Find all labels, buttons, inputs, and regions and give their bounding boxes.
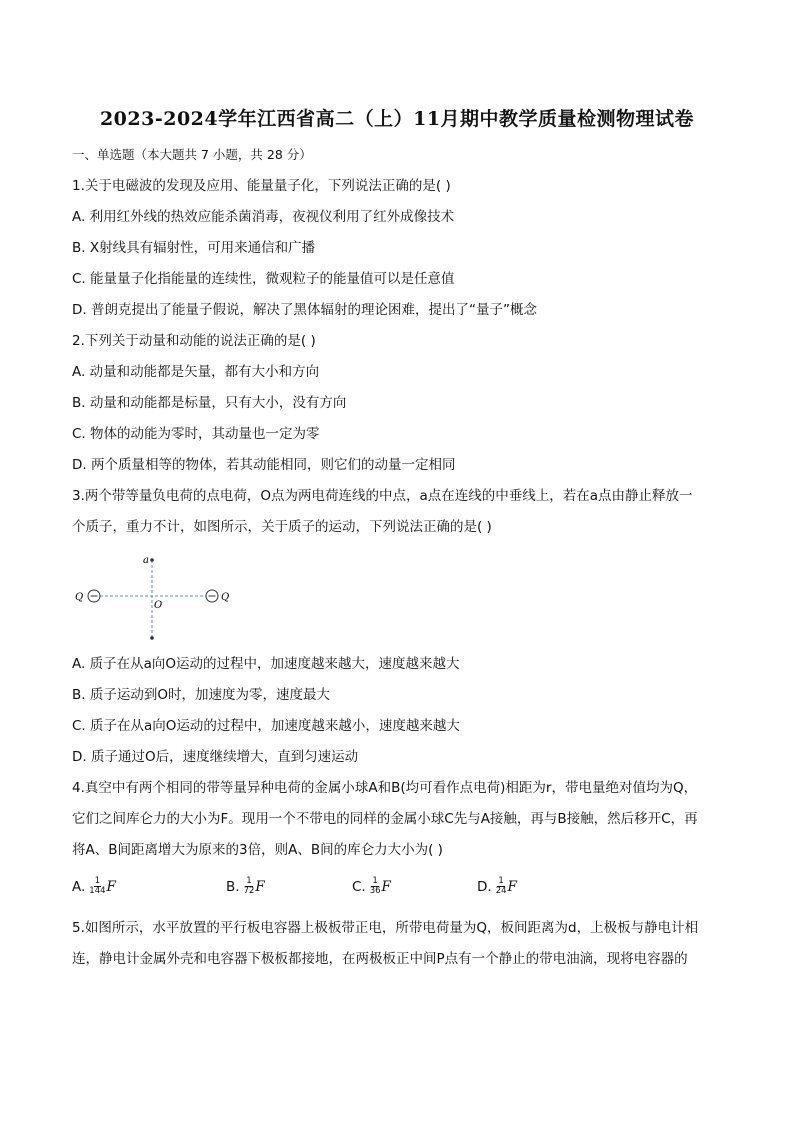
q1-stem: 1.关于电磁波的发现及应用、能量量子化，下列说法正确的是( ): [72, 178, 451, 194]
fraction-numerator: 1: [246, 876, 252, 886]
q3-stem-line2: 个质子，重力不计，如图所示，关于质子的运动，下列说法正确的是( ): [72, 519, 492, 535]
point-bottom-dot: [150, 636, 154, 640]
q2-option-c: C. 物体的动能为零时，其动量也一定为零: [72, 426, 320, 442]
q4-option-c: [352, 877, 391, 896]
q3-option-a: A. 质子在从a向O运动的过程中，加速度越来越大，速度越来越大: [72, 656, 460, 672]
fraction: [370, 877, 381, 896]
exam-title: 2023-2024学年江西省高二（上）11月期中教学质量检测物理试卷: [99, 108, 695, 130]
fraction: [496, 877, 507, 896]
q3-stem-line1: 3.两个带等量负电荷的点电荷，O点为两电荷连线的中点，a点在连线的中垂线上，若在a点由静止释放一: [72, 488, 693, 504]
q5-stem-line1: 5.如图所示，水平放置的平行板电容器上极板带正电，所带电荷量为Q，板间距离为d，上极板与静电计相: [72, 920, 699, 936]
negative-charge-left-icon: [88, 590, 100, 602]
q3-option-d: D. 质子通过O后，速度继续增大，直到匀速运动: [72, 749, 359, 765]
option-unit: F: [381, 878, 391, 895]
q1-option-c: C. 能量量子化指能量的连续性，微观粒子的能量值可以是任意值: [72, 271, 455, 287]
q3-charge-diagram: [70, 548, 240, 648]
option-unit: F: [507, 878, 517, 895]
q4-options: [72, 877, 732, 901]
q4-stem-line3: 将A、B间距离增大为原来的3倍，则A、B间的库仑力大小为( ): [72, 842, 443, 858]
option-unit: F: [255, 878, 265, 895]
q4-option-a: [72, 877, 116, 896]
fraction: [89, 877, 105, 896]
fraction: [244, 877, 255, 896]
label-a: a: [143, 555, 149, 566]
fraction-numerator: 1: [498, 876, 504, 886]
point-a-dot: [150, 558, 154, 562]
q5-stem-line2: 连，静电计金属外壳和电容器下极板都接地，在两极板正中间P点有一个静止的带电油滴，现将电容器的: [72, 951, 688, 967]
q4-stem-line1: 4.真空中有两个相同的带等量异种电荷的金属小球A和B(均可看作点电荷)相距为r，带电量绝对值均为Q，: [72, 780, 698, 796]
fraction-numerator: 1: [372, 876, 378, 886]
q4-option-d: [477, 877, 517, 896]
option-label: A.: [72, 878, 86, 895]
q4-option-b: [226, 877, 265, 896]
q1-option-a: A. 利用红外线的热效应能杀菌消毒，夜视仪利用了红外成像技术: [72, 209, 455, 225]
fraction-denominator: 36: [369, 886, 381, 896]
section-heading-single-choice: 一、单选题（本大题共 7 小题，共 28 分）: [72, 147, 312, 162]
q2-stem: 2.下列关于动量和动能的说法正确的是( ): [72, 333, 316, 349]
label-q-right: Q: [221, 592, 230, 603]
q2-option-b: B. 动量和动能都是标量，只有大小，没有方向: [72, 395, 347, 411]
q4-stem-line2: 它们之间库仑力的大小为F。现用一个不带电的同样的金属小球C先与A接触，再与B接触，然后移开C，再: [72, 811, 698, 827]
q2-option-d: D. 两个质量相等的物体，若其动能相同，则它们的动量一定相同: [72, 457, 456, 473]
option-unit: F: [106, 878, 116, 895]
option-label: C.: [352, 878, 366, 895]
q1-option-b: B. X射线具有辐射性，可用来通信和广播: [72, 240, 316, 256]
fraction-denominator: 72: [243, 886, 255, 896]
q3-option-b: B. 质子运动到O时，加速度为零，速度最大: [72, 687, 330, 703]
q2-option-a: A. 动量和动能都是矢量，都有大小和方向: [72, 364, 320, 380]
q3-option-c: C. 质子在从a向O运动的过程中，加速度越来越小，速度越来越大: [72, 718, 460, 734]
label-o: O: [154, 600, 163, 611]
option-label: D.: [477, 878, 492, 895]
option-label: B.: [226, 878, 240, 895]
negative-charge-right-icon: [206, 590, 218, 602]
label-q-left: Q: [75, 592, 84, 603]
fraction-denominator: 144: [89, 886, 106, 896]
q1-option-d: D. 普朗克提出了能量子假说，解决了黑体辐射的理论困难，提出了“量子”概念: [72, 302, 537, 318]
fraction-numerator: 1: [94, 876, 101, 886]
fraction-denominator: 24: [495, 886, 507, 896]
